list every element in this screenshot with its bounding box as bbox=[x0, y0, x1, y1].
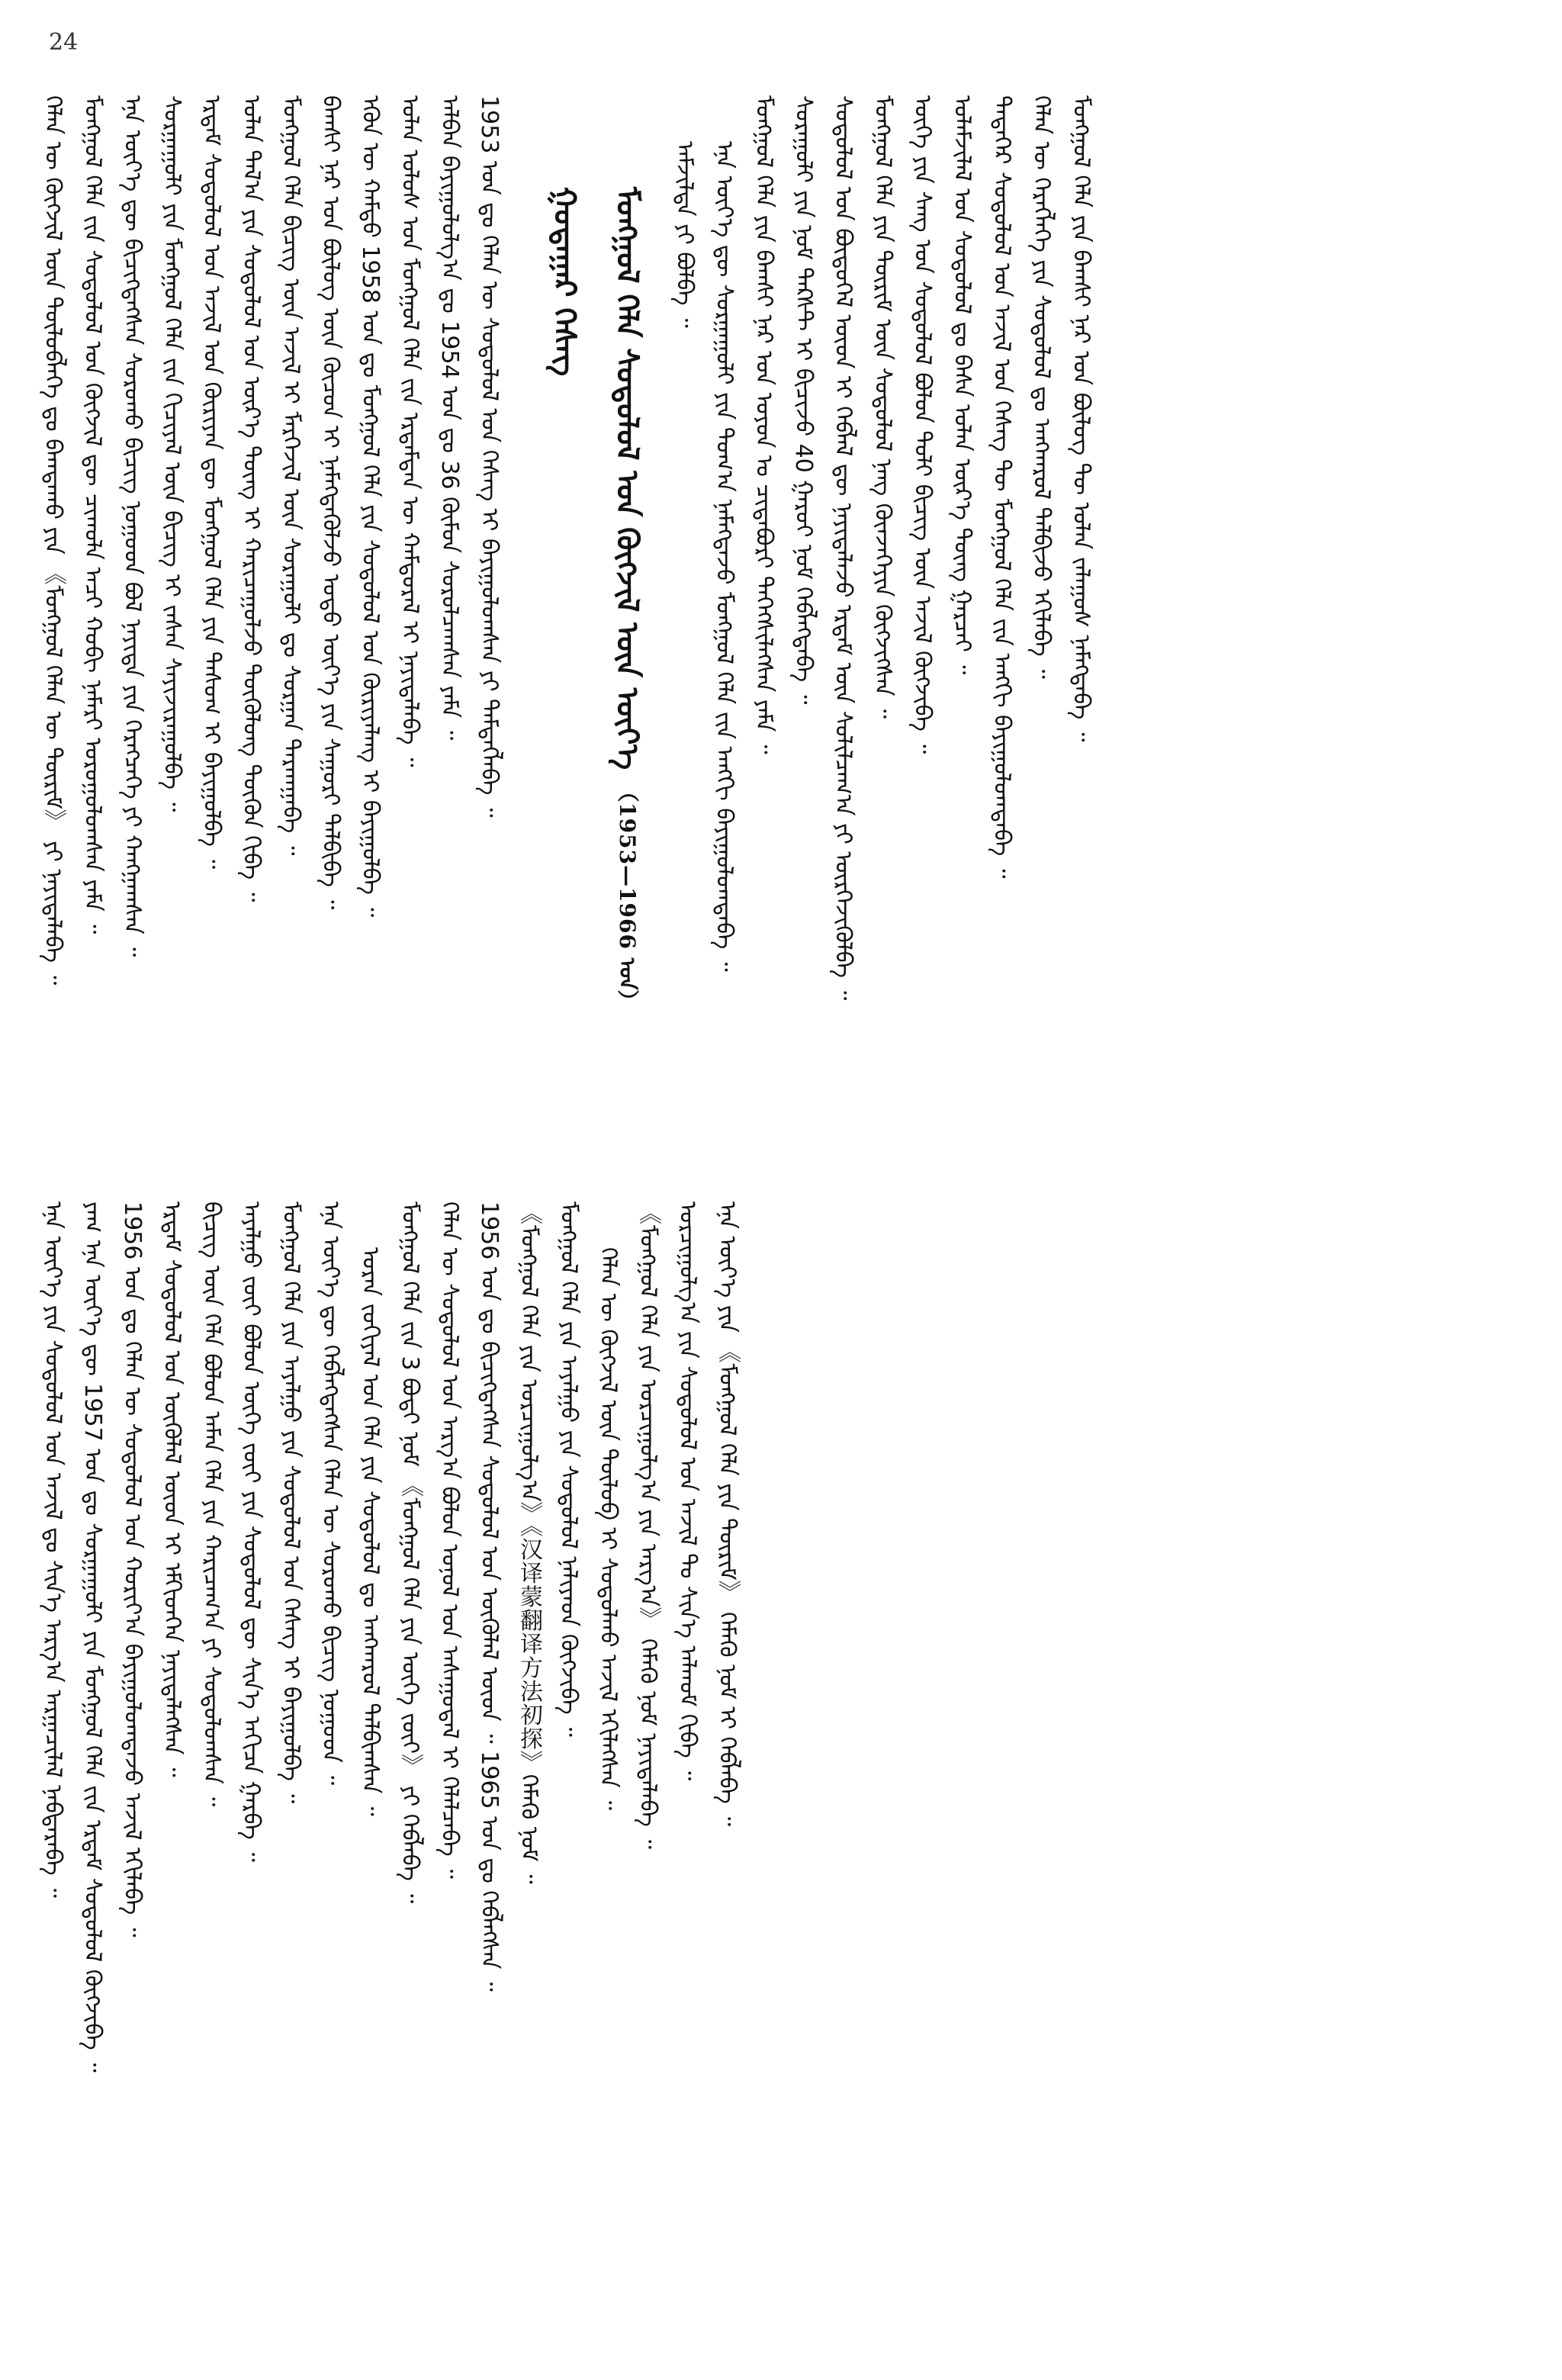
text-line: 《ᠮᠣᠩᠭᠣᠯ ᠬᠡᠯᠡ ᠶᠢᠨ ᠣᠷᠴᠢᠭᠤᠯᠭ᠎ᠠ ᠶᠢᠨ ᠠᠷᠭ᠎ᠠ》 ᠬᠡᠮᠡᠬᠦ ᠨᠣᠮ ᠨᠡᠶᠢᠲᠡᠯᠡᠪᠡ ᠃ bbox=[635, 1201, 661, 1849]
text-line: ᠰᠤᠳᠤᠯᠤᠯ ᠤᠨ ᠪᠦᠲᠦᠭᠡᠯ ᠦᠳ ᠢ ᠬᠡᠪᠯᠡᠯ ᠳᠦ ᠨᠡᠶᠢᠲᠡᠯᠡᠵᠦ ᠡᠷᠳᠡᠮ ᠦᠨ ᠰᠣᠯᠢᠯᠴᠠᠭ᠎ᠠ ᠶᠢ ᠥᠷᠭᠡᠵᠢᠭᠦᠯᠪᠡ ᠃ bbox=[830, 95, 857, 1001]
text-line: ᠤᠯᠠᠮᠵᠢᠯᠠᠯ ᠤᠨ ᠰᠤᠳᠤᠯᠤᠯ ᠳᠤ ᠪᠠᠰᠠ ᠣᠯᠠᠨ ᠦᠷ᠎ᠡ ᠳᠦᠩ ᠭᠠᠷᠴᠠᠢ ᠃ bbox=[949, 95, 975, 675]
text-line: ᠡᠨᠡ ᠦᠶ᠎ᠡ ᠶᠢᠨ ᠰᠤᠳᠤᠯᠤᠯ ᠤᠨ ᠠᠵᠢᠯ ᠳᠤ ᠰᠢᠨ᠎ᠡ ᠠᠷᠭ᠎ᠠ ᠠᠷᠭᠠᠴᠢᠯᠠᠯ ᠨᠡᠪᠲᠡᠷᠡᠪᠡ ᠃ bbox=[40, 1201, 66, 1898]
section-heading bbox=[607, 95, 647, 1320]
text-line: ᠡᠷᠳᠡᠮ ᠰᠤᠳᠤᠯᠤᠯ ᠤᠨ ᠠᠵᠢᠯ ᠤᠨ ᠬᠦᠷᠢᠶᠡᠨ ᠳᠦ ᠮᠣᠩᠭᠣᠯ ᠬᠡᠯᠡ ᠶᠢᠨ ᠲᠠᠰᠤᠭ ᠢ ᠪᠠᠶᠢᠭᠤᠯᠪᠠ ᠃ bbox=[198, 95, 225, 870]
page-number: 24 bbox=[49, 29, 79, 56]
text-line: ᠠᠶᠠᠯᠭᠤ ᠵᠦᠢ ᠪᠣᠯᠤᠨ ᠦᠭᠡ ᠵᠦᠢ ᠶᠢᠨ ᠰᠤᠳᠤᠯᠤᠯ ᠳᠦ ᠰᠢᠨ᠎ᠡ ᠠᠬᠢᠴᠠ ᠭᠠᠷᠪᠠ ᠃ bbox=[238, 1201, 265, 1862]
text-line: ᠡᠨᠡ ᠦᠶ᠎ᠡ ᠳᠦ ᠪᠢᠴᠢᠭᠳᠡᠭᠰᠡᠨ ᠰᠤᠷᠤᠬᠤ ᠪᠢᠴᠢᠭ ᠨᠤᠭᠤᠳ ᠪᠣᠯ ᠨᠡᠶᠢᠲᠡ ᠶᠢᠨ ᠬᠡᠷᠡᠭᠴᠡᠭᠡ ᠶᠢ ᠬᠠᠩᠭᠠᠭᠰᠠᠨ ᠃ bbox=[119, 95, 146, 957]
text-line: 《ᠮᠣᠩᠭᠣᠯ ᠬᠡᠯᠡ ᠶᠢᠨ ᠣᠷᠴᠢᠭᠤᠯᠭ᠎ᠠ》《汉译蒙翻译方法初探》ᠬᠡᠮᠡᠬᠦ ᠨᠣᠮ ᠃ bbox=[516, 1201, 542, 1884]
text-line: ᠡᠨᠡ ᠦᠶ᠎ᠡ ᠳᠦ ᠬᠡᠪᠯᠡᠭᠳᠡᠭᠰᠡᠨ ᠬᠡᠯᠡᠨ ᠦ ᠰᠤᠷᠤᠬᠤ ᠪᠢᠴᠢᠭ ᠨᠤᠭᠤᠳ ᠃ bbox=[317, 1201, 344, 1786]
text-line: 1956 ᠣᠨ ᠳᠤ ᠬᠡᠯᠡᠨ ᠦ ᠰᠤᠳᠤᠯᠤᠯ ᠤᠨ ᠬᠣᠷᠢᠶ᠎ᠠ ᠪᠠᠶᠢᠭᠤᠯᠤᠭᠳᠠᠵᠤ ᠠᠵᠢᠯ ᠡᠬᠢᠯᠡᠪᠡ ᠃ bbox=[119, 1201, 146, 1938]
text-line: ᠡᠨᠡ ᠦᠶ᠎ᠡ ᠳᠦ ᠰᠤᠷᠭᠠᠭᠤᠯᠢ ᠶᠢᠨ ᠲᠣᠭ᠎ᠠ ᠨᠡᠮᠡᠭᠳᠡᠵᠦ ᠮᠣᠩᠭᠣᠯ ᠬᠡᠯᠡ ᠵᠢᠨ ᠠᠩᠭᠢ ᠪᠠᠶᠢᠭᠤᠯᠤᠭᠳᠠᠪᠠ ᠃ bbox=[711, 141, 738, 972]
text-line: ᠮᠣᠩᠭᠣᠯ ᠬᠡᠯᠡ ᠶᠢᠨ ᠪᠠᠭᠰᠢ ᠨᠠᠷ ᠤᠨ ᠪᠦᠯᠦᠭ ᠲᠦ ᠣᠯᠠᠨ ᠵᠠᠯᠠᠭᠤᠰ ᠨᠡᠮᠡᠭᠳᠡᠪᠡ ᠃ bbox=[1068, 95, 1094, 742]
text-line: ᠲᠡᠳᠡᠭᠡᠷ ᠰᠤᠳᠤᠯᠤᠯ ᠤᠨ ᠠᠵᠢᠯ ᠤᠨ ᠬᠡᠰᠡᠭ ᠲᠦ ᠮᠣᠩᠭᠣᠯ ᠬᠡᠯᠡ ᠵᠢᠨ ᠠᠩᠭᠢ ᠪᠠᠶᠢᠭᠤᠯᠤᠭᠳᠠᠪᠠ ᠃ bbox=[988, 95, 1015, 879]
text-line: ᠠᠮᠵᠢᠯᠲᠠ ᠶᠢ ᠪᠣᠯᠪᠠ ᠃ bbox=[671, 141, 698, 328]
text-line: ᠬᠡᠯᠡᠨ ᠦ ᠬᠥᠭᠵᠢᠯ ᠦᠨ ᠲᠥᠯᠥᠪ ᠢ ᠰᠤᠳᠤᠯᠬᠤ ᠠᠵᠢᠯ ᠡᠬᠢᠯᠡᠭᠰᠡᠨ ᠃ bbox=[595, 1247, 622, 1810]
text-line: ᠬᠡᠯᠡᠨ ᠦ ᠰᠤᠳᠤᠯᠤᠯ ᠤᠨ ᠠᠷᠭ᠎ᠠ ᠪᠣᠯᠤᠨ ᠣᠨᠣᠯ ᠤᠨ ᠠᠰᠠᠭᠤᠳᠠᠯ ᠢ ᠬᠡᠯᠡᠯᠴᠡᠪᠡ ᠃ bbox=[436, 1201, 463, 1879]
text-line: ᠣᠯᠠᠨ ᠲᠠᠯ᠎ᠠ ᠶᠢᠨ ᠰᠤᠳᠤᠯᠤᠯ ᠤᠨ ᠦᠷ᠎ᠡ ᠳᠦᠩ ᠢ ᠬᠠᠷᠢᠴᠠᠭᠤᠯᠵᠤ ᠳᠦᠭᠦᠯᠦᠩ ᠳᠦᠭᠦᠨ ᠬᠢᠪᠡ ᠃ bbox=[238, 95, 265, 902]
bottom-text-block bbox=[38, 1201, 1533, 2334]
text-line: ᠮᠣᠩᠭᠣᠯ ᠬᠡᠯᠡ ᠪᠢᠴᠢᠭ ᠦᠨ ᠠᠵᠢᠯ ᠢ ᠮᠡᠷᠭᠡᠵᠢᠯ ᠦᠨ ᠰᠤᠷᠠᠭᠤᠯᠢ ᠳᠤ ᠰᠤᠷᠭᠠᠨ ᠲᠠᠷᠬᠠᠭᠠᠪᠠ ᠃ bbox=[278, 95, 304, 856]
text-line: ᠰᠤᠷᠠᠭᠤᠯᠢ ᠶᠢᠨ ᠨᠣᠮ ᠲᠡᠺᠰᠲ ᠢ ᠪᠢᠴᠢᠵᠦ 40 ᠭᠠᠷᠤᠢ ᠨᠣᠮ ᠬᠡᠪᠯᠡᠭᠳᠡᠪᠡ ᠃ bbox=[790, 95, 817, 705]
section-number: ᠭᠤᠳᠠᠭᠠᠷ ᠬᠡᠰᠡᠭ bbox=[547, 187, 582, 377]
text-line: ᠬᠡᠯᠡᠨ ᠦ ᠬᠥᠭᠵᠢᠯ ᠦᠨ ᠲᠥᠯᠥᠪᠯᠡᠭᠡ ᠳᠤ ᠪᠠᠭᠲᠠᠬᠤ ᠶᠢᠨ 《ᠮᠣᠩᠭᠣᠯ ᠬᠡᠯᠡᠨ ᠦ ᠳᠦᠷᠢᠮ》 ᠶᠢ ᠨᠡᠶᠢᠲᠡᠯᠡᠪᠡ ᠃ bbox=[40, 95, 66, 986]
section-heading-text: ᠮᠣᠩᠭᠣᠯ ᠬᠡᠯᠡ ᠰᠤᠳᠤᠯᠤᠯ ᠤᠨ ᠬᠥᠭᠵᠢᠯ ᠦᠨ ᠦᠶ᠎ᠡ bbox=[609, 187, 644, 770]
text-line: ᠡᠨᠡ ᠦᠶ᠎ᠡ ᠶᠢᠨ 《ᠮᠣᠩᠭᠣᠯ ᠬᠡᠯᠡ ᠶᠢᠨ ᠳᠦᠷᠢᠮ》 ᠬᠡᠮᠡᠬᠦ ᠨᠣᠮ ᠢ ᠬᠡᠪᠯᠡᠪᠡ ᠃ bbox=[714, 1201, 741, 1826]
text-line: ᠮᠣᠩᠭᠣᠯ ᠬᠡᠯᠡ ᠶᠢᠨ ᠳᠦᠷᠢᠮ ᠦᠨ ᠰᠤᠳᠤᠯᠤᠯ ᠨᠡᠩ ᠭᠦᠨᠵᠡᠭᠡᠶᠢᠨ ᠬᠥᠭᠵᠢᠭᠰᠡᠨ ᠃ bbox=[869, 95, 896, 719]
text-line: ᠮᠣᠩᠭᠣᠯ ᠬᠡᠯᠡ ᠶᠢᠨ ᠠᠶᠠᠯᠭᠤ ᠶᠢᠨ ᠰᠤᠳᠤᠯᠤᠯ ᠤᠨ ᠬᠡᠰᠡᠭ ᠢ ᠪᠠᠶᠢᠭᠤᠯᠪᠠ ᠃ bbox=[278, 1201, 304, 1804]
text-line: ᠮᠣᠩᠭᠣᠯ ᠬᠡᠯᠡ ᠶᠢᠨ ᠪᠠᠭᠰᠢ ᠨᠠᠷ ᠤᠨ ᠣᠶᠤᠨ ᠤ ᠴᠢᠳᠠᠪᠤᠷᠢ ᠳᠡᠭᠡᠭᠰᠢᠯᠡᠭᠰᠡᠨ ᠶᠠᠮᠠ ᠃ bbox=[750, 95, 777, 754]
text-line: ᠣᠯᠠᠨ ᠤᠯᠤᠰ ᠤᠨ ᠮᠣᠩᠭᠣᠯ ᠬᠡᠯᠡ ᠵᠢᠨ ᠡᠷᠳᠡᠮᠲᠡᠨ ᠦ ᠬᠠᠮᠲᠤᠷᠠᠯ ᠢ ᠨᠡᠶᠢᠲᠡᠯᠡᠪᠡ ᠃ bbox=[397, 95, 423, 767]
text-line: ᠪᠠᠭᠰᠢ ᠨᠠᠷ ᠤᠨ ᠪᠦᠯᠦᠭ ᠦᠨ ᠬᠦᠴᠦᠨ ᠢ ᠨᠡᠮᠡᠭᠳᠡᠭᠦᠯᠵᠦ ᠣᠳᠣ ᠦᠶ᠎ᠡ ᠶᠢᠨ ᠰᠠᠭᠤᠷᠢ ᠲᠠᠯᠪᠢᠪᠠ ᠃ bbox=[317, 95, 344, 910]
text-line: 1953 ᠣᠨ ᠳᠤ ᠬᠡᠯᠡᠨ ᠦ ᠰᠤᠳᠤᠯᠤᠯ ᠤᠨ ᠬᠡᠰᠡᠭ ᠢ ᠪᠠᠶᠢᠭᠤᠯᠤᠭᠰᠠᠨ ᠶᠢ ᠲᠡᠮᠳᠡᠭᠯᠡᠪᠡ ᠃ bbox=[476, 95, 503, 818]
text-line: ᠡᠷᠳᠡᠮ ᠰᠤᠳᠤᠯᠤᠯ ᠤᠨ ᠥᠭᠦᠯᠡᠯ ᠦᠳ ᠢ ᠡᠮᠬᠢᠳᠬᠡᠨ ᠨᠡᠶᠢᠲᠡᠯᠡᠭᠰᠡᠨ ᠃ bbox=[159, 1201, 185, 1777]
text-line: ᠰᠤᠷᠭᠠᠭᠤᠯᠢ ᠶᠢᠨ ᠮᠣᠩᠭᠣᠯ ᠬᠡᠯᠡ ᠵᠢᠨ ᠬᠢᠴᠢᠶᠡᠯ ᠦᠨ ᠪᠢᠴᠢᠭ ᠢ ᠵᠠᠰᠠᠨ ᠰᠠᠶᠢᠵᠢᠷᠠᠭᠤᠯᠪᠠ ᠃ bbox=[159, 95, 185, 812]
text-line: ᠶᠠᠭ ᠡᠨᠡ ᠦᠶ᠎ᠡ ᠳᠦ 1957 ᠣᠨ ᠳᠤ ᠰᠤᠷᠭᠠᠭᠤᠯᠢ ᠶᠢᠨ ᠮᠣᠩᠭᠣᠯ ᠬᠡᠯᠡ ᠵᠢᠨ ᠡᠷᠳᠡᠮ ᠰᠤᠳᠤᠯᠤᠯ ᠬᠥᠭᠵᠢᠪᠡ ᠃ bbox=[79, 1201, 106, 2073]
text-line: ᠪᠢᠴᠢᠭ ᠦᠨ ᠬᠡᠯᠡ ᠪᠣᠯᠤᠨ ᠠᠮᠠᠨ ᠬᠡᠯᠡ ᠶᠢᠨ ᠬᠠᠷᠢᠴᠠᠭ᠎ᠠ ᠶᠢ ᠰᠤᠳᠤᠯᠤᠭᠰᠠᠨ ᠃ bbox=[198, 1201, 225, 1807]
text-line: ᠮᠣᠩᠭᠣᠯ ᠬᠡᠯᠡ ᠶᠢᠨ ᠠᠶᠠᠯᠭᠤ ᠶᠢᠨ ᠰᠤᠳᠤᠯᠤᠯ ᠨᠡᠯᠢᠶᠡᠳ ᠬᠥᠭᠵᠢᠪᠡ ᠃ bbox=[555, 1201, 582, 1737]
text-line: ᠣᠷᠴᠢᠭᠤᠯᠭ᠎ᠠ ᠶᠢᠨ ᠰᠤᠳᠤᠯᠤᠯ ᠤᠨ ᠠᠵᠢᠯ ᠲᠤ ᠰᠢᠨ᠎ᠡ ᠠᠯᠬᠤᠮ ᠬᠢᠪᠡ ᠃ bbox=[674, 1201, 701, 1781]
section-dates: （1953—1966 ᠣᠨ） bbox=[615, 780, 640, 1012]
text-line: ᠮᠣᠩᠭᠣᠯ ᠬᠡᠯᠡ ᠵᠢᠨ 3 ᠪᠣᠳᠢ ᠨᠣᠮ 《ᠮᠣᠩᠭᠣᠯ ᠬᠡᠯᠡ ᠶᠢᠨ ᠦᠭᠡ ᠵᠦᠢ》 ᠶᠢ ᠬᠡᠪᠯᠡᠪᠡ ᠃ bbox=[397, 1201, 423, 1904]
text-line: ᠮᠣᠩᠭᠣᠯ ᠬᠡᠯᠡ ᠵᠢᠨ ᠰᠤᠳᠤᠯᠤᠯ ᠤᠨ ᠬᠥᠭᠵᠢᠯ ᠳᠦ ᠴᠢᠬᠤᠯᠠ ᠠᠴᠢ ᠬᠤᠪᠢ ᠨᠡᠮᠡᠷᠢ ᠣᠷᠤᠭᠤᠯᠤᠭᠰᠠᠨ ᠶᠠᠮᠠ ᠃ bbox=[79, 95, 106, 934]
section-title bbox=[545, 95, 584, 1320]
text-line: 1956 ᠣᠨ ᠳᠤ ᠪᠢᠴᠢᠭᠳᠡᠭᠰᠡᠨ ᠰᠤᠳᠤᠯᠤᠯ ᠤᠨ ᠥᠭᠦᠯᠡᠯ ᠦᠳ ᠃ 1965 ᠣᠨ ᠳᠤ ᠬᠡᠪᠯᠡᠭᠰᠡᠨ ᠃ bbox=[476, 1201, 503, 1992]
text-line: ᠠᠯᠪᠠᠨ ᠪᠠᠶᠢᠭᠤᠯᠤᠯᠭ᠎ᠠ ᠳᠤ 1954 ᠣᠨ ᠳᠤ 36 ᠬᠦᠮᠦᠨ ᠰᠤᠷᠤᠯᠴᠠᠭᠰᠠᠨ ᠶᠠᠮᠠ ᠃ bbox=[436, 95, 463, 741]
text-line: ᠡᠭᠦᠨ ᠦ ᠬᠠᠮᠲᠤ 1958 ᠣᠨ ᠳᠤ ᠮᠣᠩᠭᠣᠯ ᠬᠡᠯᠡ ᠶᠢᠨ ᠰᠤᠳᠤᠯᠤᠯ ᠤᠨ ᠬᠦᠷᠢᠶᠡᠯᠡᠩ ᠢ ᠪᠠᠶᠢᠭᠤᠯᠪᠠ ᠃ bbox=[357, 95, 384, 918]
text-line: ᠬᠡᠯᠡᠨ ᠦ ᠬᠡᠷᠡᠭᠯᠡᠭᠡ ᠶᠢᠨ ᠰᠤᠳᠤᠯᠤᠯ ᠳᠤ ᠠᠩᠬᠠᠷᠤᠯ ᠲᠠᠯᠪᠢᠵᠤ ᠡᠬᠢᠯᠡᠪᠡ ᠃ bbox=[1028, 95, 1055, 679]
text-line: ᠤᠷᠠᠨ ᠵᠣᠬᠢᠶᠠᠯ ᠤᠨ ᠬᠡᠯᠡ ᠶᠢᠨ ᠰᠤᠳᠤᠯᠤᠯ ᠳᠤ ᠠᠩᠬᠠᠷᠤᠯ ᠲᠠᠯᠪᠢᠭᠰᠠᠨ ᠃ bbox=[357, 1247, 384, 1816]
top-text-block bbox=[38, 95, 1094, 1228]
text-line: ᠦᠭᠡ ᠶᠢᠨ ᠰᠠᠩ ᠤᠨ ᠰᠤᠳᠤᠯᠤᠯ ᠪᠣᠯᠤᠨ ᠲᠣᠯᠢ ᠪᠢᠴᠢᠭ ᠦᠨ ᠠᠵᠢᠯ ᠬᠥᠭᠵᠢᠪᠡ ᠃ bbox=[909, 95, 936, 754]
